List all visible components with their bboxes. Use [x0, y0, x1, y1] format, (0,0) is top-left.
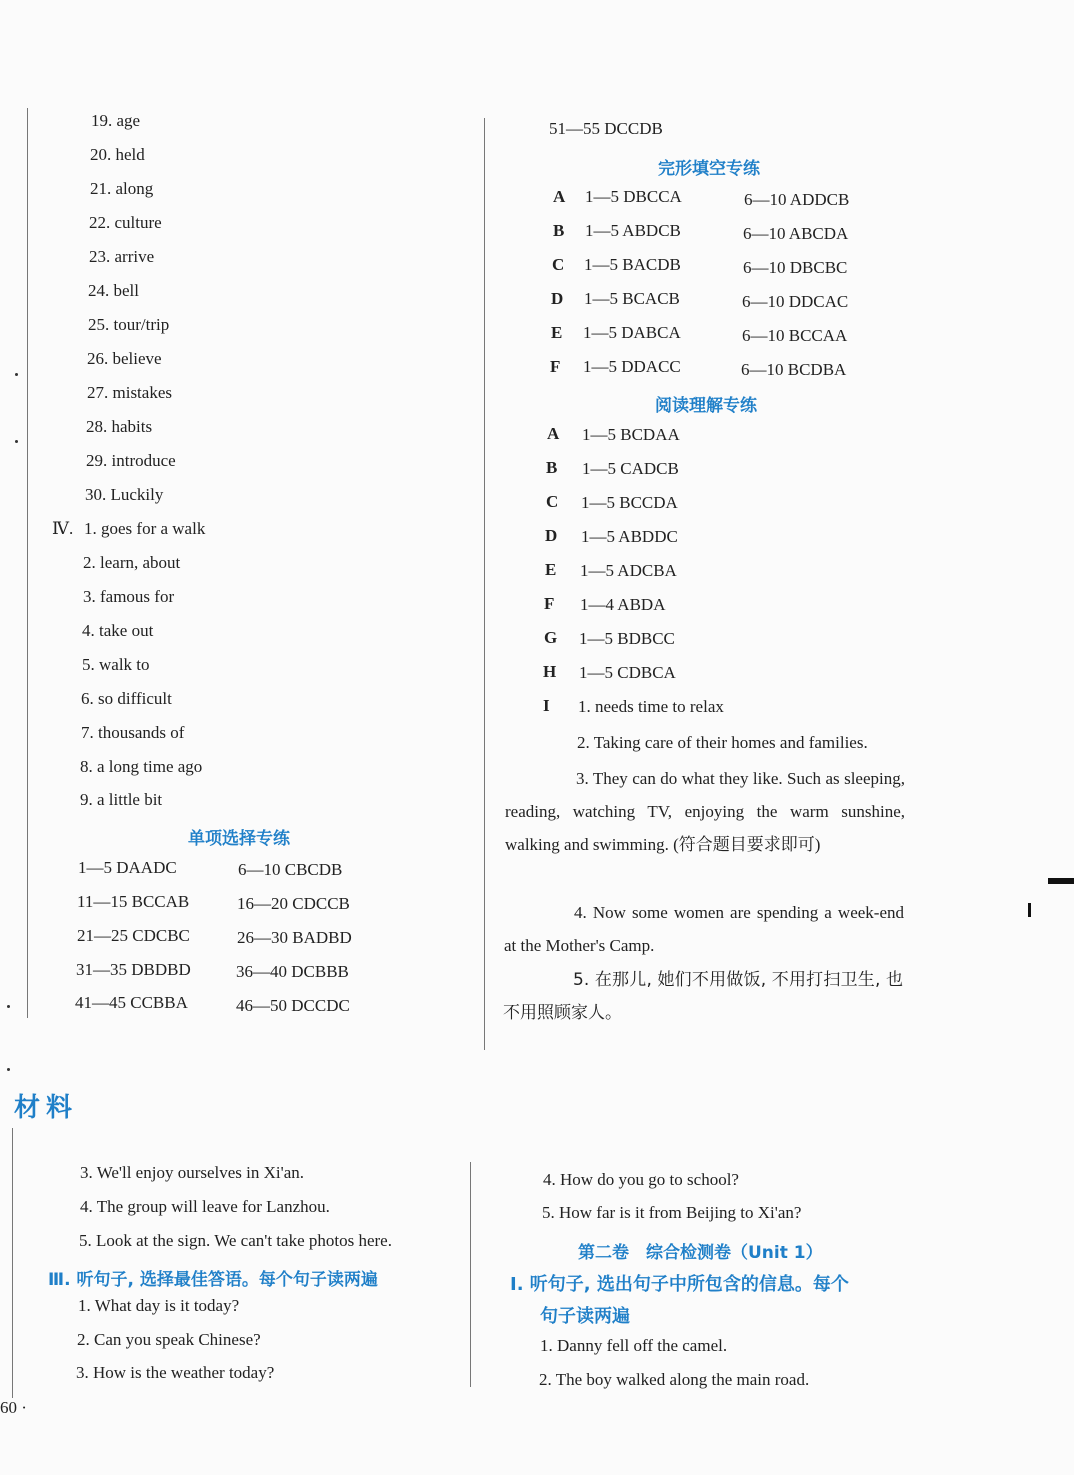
section-iii-heading: Ⅲ. 听句子, 选择最佳答语。每个句子读两遍 — [48, 1270, 378, 1290]
transcript-line: 5. Look at the sign. We can't take photos here. — [79, 1231, 392, 1250]
reading-letter: B — [546, 458, 558, 477]
mc-range: 36—40 DCBBB — [236, 962, 349, 981]
cloze-range: 6—10 ADDCB — [744, 190, 850, 209]
answer-line: 1. goes for a walk — [84, 519, 206, 538]
transcript-line: 2. The boy walked along the main road. — [539, 1370, 810, 1389]
page-number: 60 · — [0, 1398, 27, 1417]
answer-paragraph: 3. They can do what they like. Such as sleeping, reading, watching TV, enjoying the warm sunshine, walking and swimming. (符合题目要求即可) — [505, 769, 905, 854]
answer-line: 3. famous for — [83, 587, 175, 606]
transcript-line: 5. How far is it from Beijing to Xi'an? — [542, 1203, 802, 1222]
cloze-range: 6—10 BCCAA — [742, 326, 848, 345]
left-margin-rule — [27, 108, 28, 1018]
answer-line: 19. age — [91, 111, 141, 130]
reading-letter: E — [545, 560, 557, 579]
mc-range: 6—10 CBCDB — [238, 860, 343, 879]
cloze-range: 6—10 ABCDA — [743, 224, 849, 243]
answer-line: 30. Luckily — [85, 485, 164, 504]
reading-letter: F — [544, 594, 555, 613]
cloze-range: 6—10 BCDBA — [741, 360, 847, 379]
reading-letter: G — [544, 628, 558, 647]
reading-range: 1—5 BCCDA — [581, 493, 678, 512]
mc-range: 31—35 DBDBD — [76, 960, 191, 979]
mc-range: 1—5 DAADC — [78, 858, 177, 877]
transcript-line: 1. What day is it today? — [78, 1296, 240, 1315]
cloze-letter: D — [551, 289, 564, 308]
cloze-letter: B — [553, 221, 565, 240]
answer-line: 51—55 DCCDB — [549, 119, 663, 138]
answer-paragraph: 4. Now some women are spending a week-end at the Mother's Camp. — [504, 903, 904, 955]
answer-line: 20. held — [90, 145, 145, 164]
margin-dot — [15, 440, 18, 443]
transcript-line: 2. Can you speak Chinese? — [77, 1330, 261, 1349]
cloze-range: 1—5 ABDCB — [585, 221, 681, 240]
margin-dot — [7, 1005, 10, 1008]
reading-range: 1—5 BCDAA — [582, 425, 680, 444]
reading-range: 1—5 CADCB — [582, 459, 679, 478]
answer-line: 25. tour/trip — [88, 315, 170, 334]
answer-line: 6. so difficult — [81, 689, 172, 708]
answer-line: 27. mistakes — [87, 383, 172, 402]
reading-letter: D — [545, 526, 558, 545]
margin-dot — [7, 1068, 10, 1071]
cloze-range: 1—5 BCACB — [584, 289, 680, 308]
column-divider-bottom — [470, 1162, 471, 1387]
cloze-range: 1—5 DBCCA — [585, 187, 682, 206]
reading-letter: H — [543, 662, 557, 681]
section-title: 材料 — [14, 1093, 79, 1123]
reading-heading: 阅读理解专练 — [655, 396, 757, 416]
margin-dot — [15, 373, 18, 376]
answer-line: 24. bell — [88, 281, 139, 300]
answer-line: 2. Taking care of their homes and families. — [577, 733, 868, 752]
answer-line: 21. along — [90, 179, 154, 198]
mc-range: 16—20 CDCCB — [237, 894, 350, 913]
section-i-heading: Ⅰ. 听句子, 选出句子中所包含的信息。每个 — [510, 1274, 849, 1295]
column-divider-top — [484, 118, 485, 1050]
reading-range: 1—4 ABDA — [580, 595, 666, 614]
reading-range: 1—5 ABDDC — [581, 527, 678, 546]
reading-letter-i: I — [543, 696, 550, 715]
transcript-line: 1. Danny fell off the camel. — [540, 1336, 728, 1355]
answer-line: 5. walk to — [82, 655, 150, 674]
cloze-range: 1—5 BACDB — [584, 255, 681, 274]
mc-range: 11—15 BCCAB — [77, 892, 190, 911]
cloze-letter: A — [553, 187, 566, 206]
answer-line: 1. needs time to relax — [578, 697, 724, 716]
edge-mark — [1028, 903, 1031, 917]
section-i-heading-cont: 句子读两遍 — [540, 1306, 630, 1327]
reading-range: 1—5 CDBCA — [579, 663, 676, 682]
answer-line: 7. thousands of — [81, 723, 185, 742]
transcript-line: 4. How do you go to school? — [543, 1170, 739, 1189]
exam-title: 第二卷 综合检测卷（Unit 1） — [578, 1243, 823, 1263]
cloze-range: 6—10 DBCBC — [743, 258, 848, 277]
answer-line: 29. introduce — [86, 451, 176, 470]
answer-line: 9. a little bit — [80, 790, 163, 809]
reading-letter: C — [546, 492, 559, 511]
reading-range: 1—5 ADCBA — [580, 561, 677, 580]
left-margin-rule-bottom — [12, 1128, 13, 1398]
mc-range: 46—50 DCCDC — [236, 996, 350, 1015]
answer-line: 28. habits — [86, 417, 153, 436]
cloze-letter: F — [550, 357, 561, 376]
transcript-line: 4. The group will leave for Lanzhou. — [80, 1197, 330, 1216]
mc-range: 21—25 CDCBC — [77, 926, 190, 945]
transcript-line: 3. How is the weather today? — [76, 1363, 275, 1382]
cloze-range: 6—10 DDCAC — [742, 292, 849, 311]
transcript-line: 3. We'll enjoy ourselves in Xi'an. — [80, 1163, 304, 1182]
answer-paragraph: 5. 在那儿, 她们不用做饭, 不用打扫卫生, 也不用照顾家人。 — [503, 970, 903, 1023]
mc-range: 26—30 BADBD — [237, 928, 352, 947]
mc-heading: 单项选择专练 — [188, 829, 290, 849]
reading-range: 1—5 BDBCC — [579, 629, 675, 648]
section-iv-marker: Ⅳ. — [52, 519, 74, 538]
answer-line: 8. a long time ago — [80, 757, 203, 776]
answer-line: 2. learn, about — [83, 553, 181, 572]
answer-line: 4. take out — [82, 621, 154, 640]
cloze-letter: E — [551, 323, 563, 342]
edge-mark — [1048, 878, 1074, 884]
cloze-range: 1—5 DDACC — [583, 357, 681, 376]
cloze-heading: 完形填空专练 — [658, 159, 760, 179]
reading-letter: A — [547, 424, 560, 443]
answer-line: 26. believe — [87, 349, 162, 368]
answer-line: 23. arrive — [89, 247, 155, 266]
answer-line: 22. culture — [89, 213, 162, 232]
mc-range: 41—45 CCBBA — [75, 993, 188, 1012]
cloze-letter: C — [552, 255, 565, 274]
cloze-range: 1—5 DABCA — [583, 323, 681, 342]
